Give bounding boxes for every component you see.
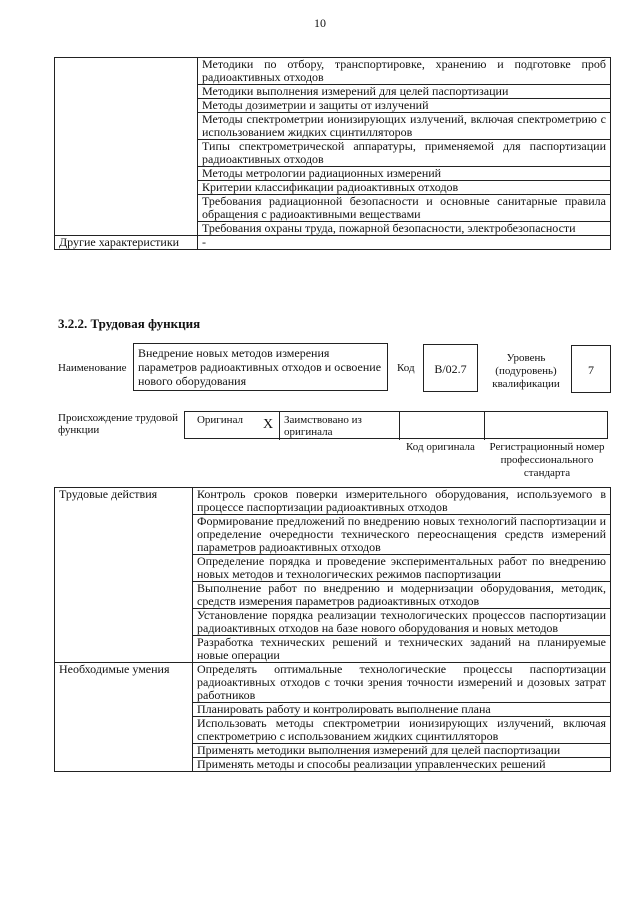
- skills-label: Необходимые умения: [55, 663, 193, 772]
- table-cell: Типы спектрометрической аппаратуры, применяемой для паспортизации радиоактивных отходов: [198, 140, 611, 167]
- original-label: Оригинал: [196, 414, 244, 426]
- table-row: [55, 236, 611, 250]
- table-cell: Методы метрологии радиационных измерений: [198, 167, 611, 181]
- origin-row: [184, 411, 608, 439]
- function-name-box: Внедрение новых методов измерения параметров радиоактивных отходов и освоение нового оборудования: [133, 343, 388, 391]
- table-cell: Определение порядка и проведение экспериментальных работ по внедрению новых методов и технологических режимов паспортизации: [193, 555, 611, 582]
- table-cell: Методы спектрометрии ионизирующих излучений, включая спектрометрию с использованием жидких сцинтилляторов: [198, 113, 611, 140]
- table-row: [55, 488, 611, 515]
- code-label: Код: [397, 362, 415, 374]
- section-heading: 3.2.2. Трудовая функция: [58, 316, 201, 331]
- origin-label: Происхождение трудовой функции: [58, 412, 179, 436]
- table-cell: Применять методики выполнения измерений для целей паспортизации: [193, 744, 611, 758]
- origin-code-cell: [400, 412, 485, 440]
- table-cell: Методики выполнения измерений для целей паспортизации: [198, 85, 611, 99]
- page-number: 10: [314, 16, 326, 30]
- table-cell: Требования охраны труда, пожарной безопасности, электробезопасности: [198, 222, 611, 236]
- qualification-level-label: Уровень (подуровень) квалификации: [492, 352, 560, 390]
- name-label: Наименование: [58, 362, 127, 374]
- table-cell: Методы дозиметрии и защиты от излучений: [198, 99, 611, 113]
- table-cell: Определять оптимальные технологические процессы паспортизации радиоактивных отходов с точки зрения точности измерений и дозовых затрат работников: [193, 663, 611, 703]
- other-characteristics-value: -: [198, 236, 611, 250]
- table-row: [55, 58, 611, 85]
- other-characteristics-label: Другие характеристики: [55, 236, 198, 250]
- labor-actions-label: Трудовые действия: [55, 488, 193, 663]
- table-cell: Формирование предложений по внедрению новых технологий паспортизации и определение очередности технического переоснащения средств измерений параметров радиоактивных отходов: [193, 515, 611, 555]
- borrowed-label: Заимствовано из оригинала: [284, 414, 362, 438]
- original-mark: X: [263, 417, 274, 432]
- table-row: [55, 663, 611, 703]
- table-cell: Критерии классификации радиоактивных отходов: [198, 181, 611, 195]
- origin-original-cell: [185, 412, 280, 440]
- knowledge-table: [54, 57, 611, 250]
- table-cell: Методики по отбору, транспортировке, хранению и подготовке проб радиоактивных отходов: [198, 58, 611, 85]
- table-cell: Применять методы и способы реализации управленческих решений: [193, 758, 611, 772]
- origin-borrowed-cell: [280, 412, 400, 440]
- qualification-level-box: 7: [571, 345, 611, 393]
- table-cell-empty: [55, 58, 198, 236]
- table-cell: Контроль сроков поверки измерительного оборудования, используемого в процессе паспортизации радиоактивных отходов: [193, 488, 611, 515]
- table-cell: Разработка технических решений и технических заданий на планируемые новые операции: [193, 636, 611, 663]
- function-code-box: B/02.7: [423, 344, 478, 392]
- code-original-label: Код оригинала: [406, 441, 475, 453]
- table-cell: Использовать методы спектрометрии ионизирующих излучений, включая спектрометрию с использованием жидких сцинтилляторов: [193, 717, 611, 744]
- table-cell: Установление порядка реализации технологических процессов паспортизации радиоактивных отходов на базе нового оборудования и новых методов: [193, 609, 611, 636]
- labor-function-table: [54, 487, 611, 772]
- table-cell: Требования радиационной безопасности и основные санитарные правила обращения с радиоактивными веществами: [198, 195, 611, 222]
- table-cell: Планировать работу и контролировать выполнение плана: [193, 703, 611, 717]
- registration-number-label: Регистрационный номер профессионального стандарта: [489, 441, 605, 479]
- table-cell: Выполнение работ по внедрению и модернизации оборудования, методик, средств измерения параметров радиоактивных отходов: [193, 582, 611, 609]
